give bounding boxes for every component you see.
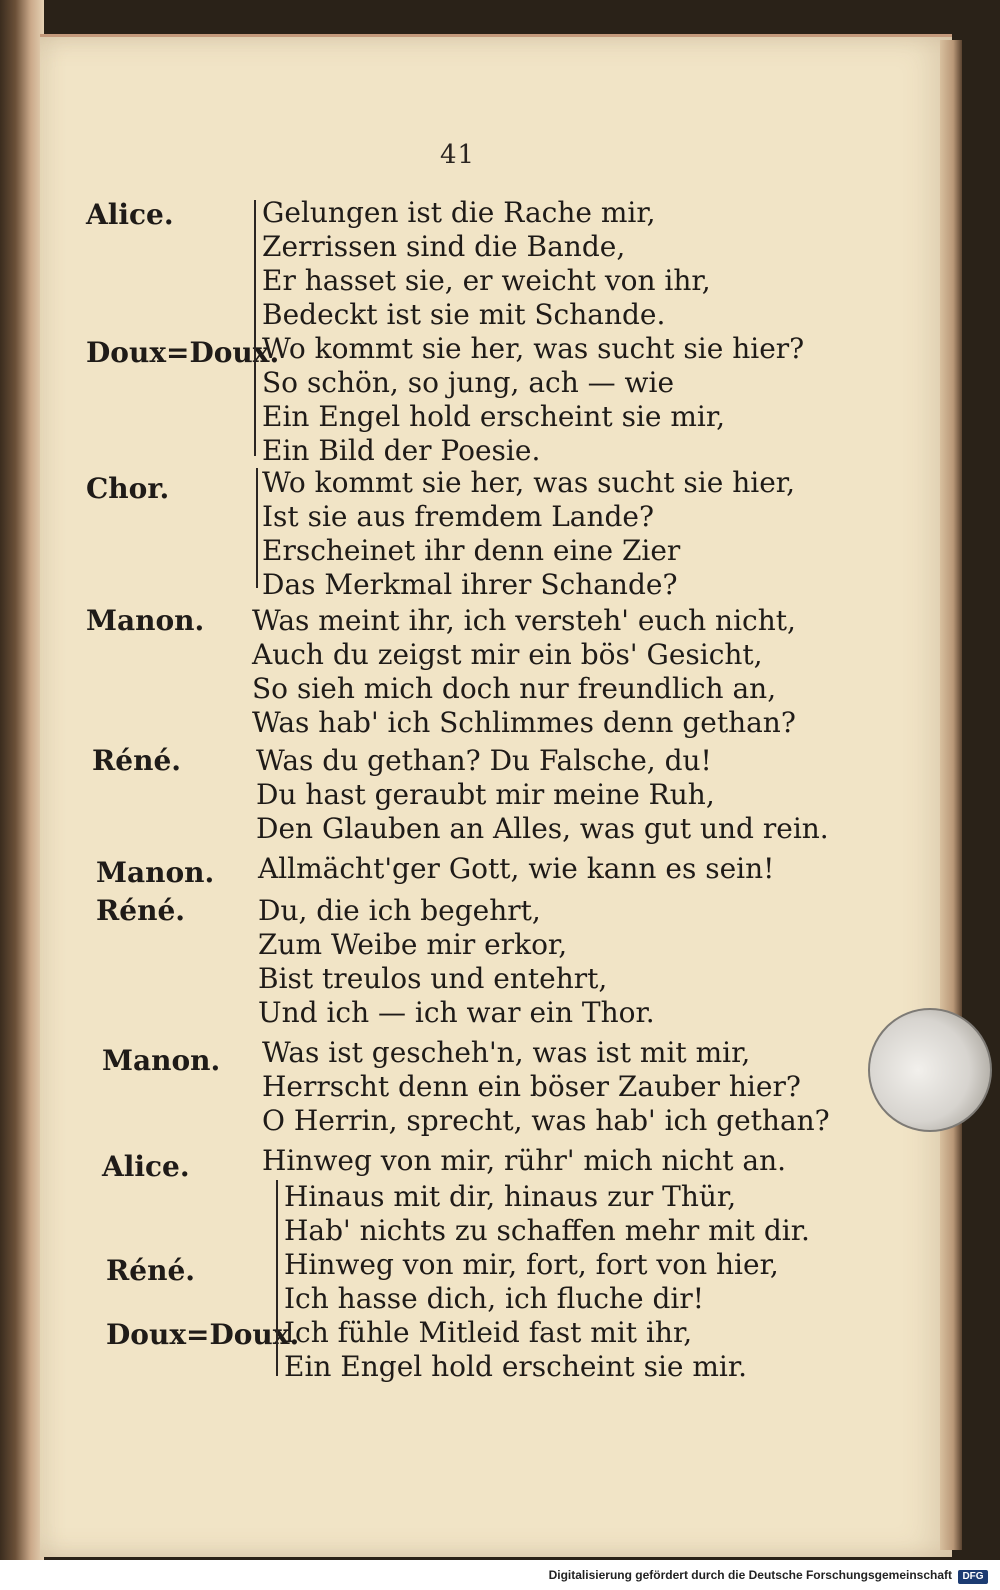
verse-line: Den Glauben an Alles, was gut und rein. xyxy=(256,812,829,845)
verse-line: Ich hasse dich, ich fluche dir! xyxy=(284,1282,704,1315)
brace-chor xyxy=(256,468,258,588)
verse-line: Zerrissen sind die Bande, xyxy=(262,230,626,263)
speaker-alice-1: Alice. xyxy=(86,198,174,231)
verse-line: Erscheinet ihr denn eine Zier xyxy=(262,534,681,567)
verse-line: Was ist gescheh'n, was ist mit mir, xyxy=(262,1036,751,1069)
book-left-edge xyxy=(0,0,44,1560)
verse-line: Was meint ihr, ich versteh' euch nicht, xyxy=(252,604,796,637)
verse-line: So sieh mich doch nur freundlich an, xyxy=(252,672,777,705)
verse-line: Das Merkmal ihrer Schande? xyxy=(262,568,678,601)
verse-line: Ein Engel hold erscheint sie mir. xyxy=(284,1350,748,1383)
speaker-manon-3: Manon. xyxy=(102,1044,221,1077)
verse-line: Allmächt'ger Gott, wie kann es sein! xyxy=(258,852,775,885)
verse-line: Du hast geraubt mir meine Ruh, xyxy=(256,778,715,811)
verse-line: So schön, so jung, ach — wie xyxy=(262,366,675,399)
footer-credit: Digitalisierung gefördert durch die Deutsche Forschungsgemeinschaft xyxy=(548,1568,952,1582)
verse-line: Wo kommt sie her, was sucht sie hier? xyxy=(262,332,805,365)
speaker-manon-2: Manon. xyxy=(96,856,215,889)
footer-bar xyxy=(0,1560,1000,1590)
verse-line: Ich fühle Mitleid fast mit ihr, xyxy=(284,1316,693,1349)
verse-line: Auch du zeigst mir ein bös' Gesicht, xyxy=(252,638,763,671)
speaker-alice-2: Alice. xyxy=(102,1150,190,1183)
verse-line: Hinweg von mir, rühr' mich nicht an. xyxy=(262,1144,787,1177)
verse-line: Hab' nichts zu schaffen mehr mit dir. xyxy=(284,1214,810,1247)
speaker-chor: Chor. xyxy=(86,472,170,505)
verse-line: Hinaus mit dir, hinaus zur Thür, xyxy=(284,1180,737,1213)
speaker-doux-1: Doux=Doux. xyxy=(86,336,280,369)
brace-alice-doux xyxy=(254,200,256,456)
brace-final xyxy=(276,1180,278,1376)
verse-line: Wo kommt sie her, was sucht sie hier, xyxy=(262,466,795,499)
page-number: 41 xyxy=(440,140,476,170)
verse-line: O Herrin, sprecht, was hab' ich gethan? xyxy=(262,1104,830,1137)
verse-line: Was hab' ich Schlimmes denn gethan? xyxy=(252,706,796,739)
verse-line: Ein Engel hold erscheint sie mir, xyxy=(262,400,726,433)
speaker-rene-2: Réné. xyxy=(96,894,186,927)
verse-line: Zum Weibe mir erkor, xyxy=(258,928,568,961)
speaker-doux-2: Doux=Doux. xyxy=(106,1318,300,1351)
speaker-manon-1: Manon. xyxy=(86,604,205,637)
verse-line: Ist sie aus fremdem Lande? xyxy=(262,500,655,533)
verse-line: Du, die ich begehrt, xyxy=(258,894,541,927)
verse-line: Er hasset sie, er weicht von ihr, xyxy=(262,264,711,297)
verse-line: Bedeckt ist sie mit Schande. xyxy=(262,298,666,331)
verse-line: Und ich — ich war ein Thor. xyxy=(258,996,655,1029)
dfg-logo: DFG xyxy=(958,1570,988,1584)
page-clip xyxy=(868,1008,992,1132)
speaker-rene-1: Réné. xyxy=(92,744,182,777)
verse-line: Ein Bild der Poesie. xyxy=(262,434,541,467)
verse-line: Herrscht denn ein böser Zauber hier? xyxy=(262,1070,801,1103)
verse-line: Was du gethan? Du Falsche, du! xyxy=(256,744,712,777)
page-right-edge xyxy=(940,40,962,1550)
speaker-rene-3: Réné. xyxy=(106,1254,196,1287)
verse-line: Hinweg von mir, fort, fort von hier, xyxy=(284,1248,779,1281)
verse-line: Gelungen ist die Rache mir, xyxy=(262,196,656,229)
verse-line: Bist treulos und entehrt, xyxy=(258,962,608,995)
